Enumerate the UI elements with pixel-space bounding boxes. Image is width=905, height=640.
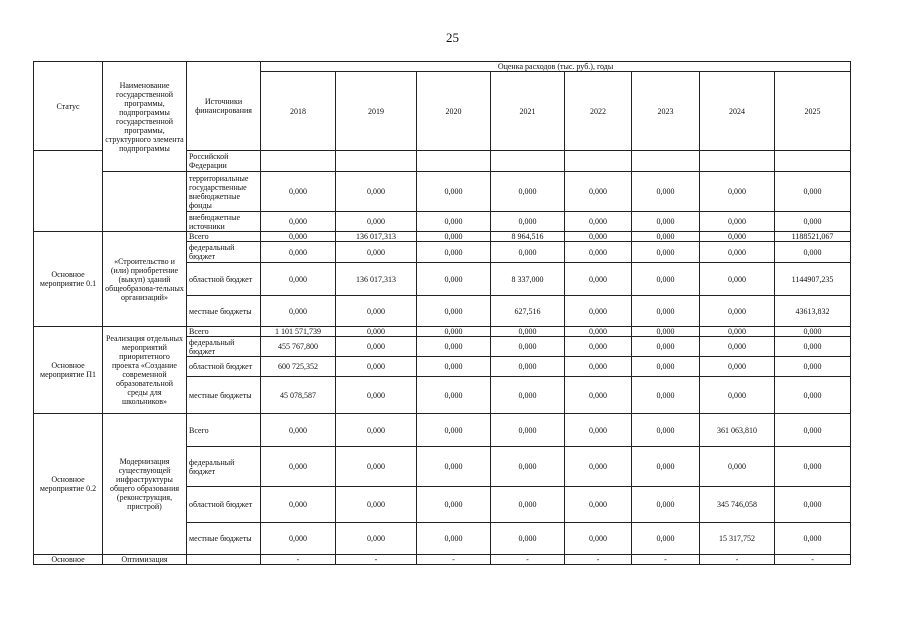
name-cell: «Строительство и (или) приобретение (выкуп) зданий общеобразова-тельных организаций» [103,232,187,327]
source-cell: местные бюджеты [187,523,261,555]
value-cell: 0,000 [491,414,565,447]
value-cell: 0,000 [336,487,417,523]
value-cell: 0,000 [261,263,336,296]
name-cell: Модернизация существующей инфраструктуры общего образования (реконструкция, пристрой) [103,414,187,555]
value-cell: 0,000 [417,296,491,327]
value-cell: 0,000 [565,212,632,232]
value-cell: 0,000 [632,447,700,487]
value-cell: 0,000 [417,327,491,337]
value-cell: 0,000 [336,172,417,212]
value-cell: 0,000 [417,487,491,523]
value-cell: 0,000 [565,263,632,296]
value-cell: 0,000 [632,523,700,555]
value-cell [700,151,775,172]
value-cell: 0,000 [775,357,851,377]
status-cell [34,151,103,232]
source-cell: местные бюджеты [187,296,261,327]
value-cell: 0,000 [491,337,565,357]
source-cell: Всего [187,414,261,447]
value-cell: 0,000 [261,414,336,447]
value-cell: 0,000 [261,296,336,327]
value-cell: 0,000 [565,357,632,377]
value-cell: 600 725,352 [261,357,336,377]
source-cell: Российской Федерации [187,151,261,172]
value-cell [336,151,417,172]
value-cell: 0,000 [417,232,491,242]
value-cell: - [261,555,336,565]
value-cell: 0,000 [336,447,417,487]
value-cell: - [491,555,565,565]
year-header: 2021 [491,72,565,151]
value-cell: 0,000 [336,242,417,263]
year-header: 2025 [775,72,851,151]
header-expenses: Оценка расходов (тыс. руб.), годы [261,62,851,72]
value-cell: 0,000 [491,242,565,263]
year-header: 2018 [261,72,336,151]
value-cell: 0,000 [336,337,417,357]
value-cell: 0,000 [417,337,491,357]
name-cell: Реализация отдельных мероприятий приоритетного проекта «Создание современной образовательной среды для школьников» [103,327,187,414]
value-cell: 0,000 [491,487,565,523]
value-cell: - [632,555,700,565]
value-cell: 0,000 [775,414,851,447]
value-cell: 0,000 [700,296,775,327]
value-cell: 0,000 [775,172,851,212]
value-cell: 43613,832 [775,296,851,327]
value-cell: - [417,555,491,565]
value-cell: 0,000 [565,327,632,337]
value-cell: 0,000 [632,232,700,242]
value-cell: 0,000 [417,263,491,296]
value-cell: 0,000 [491,357,565,377]
value-cell [775,151,851,172]
value-cell: 0,000 [775,242,851,263]
value-cell: 0,000 [632,487,700,523]
value-cell: 0,000 [336,212,417,232]
value-cell: 0,000 [261,487,336,523]
value-cell: 136 017,313 [336,232,417,242]
value-cell: 8 964,516 [491,232,565,242]
value-cell: 0,000 [632,414,700,447]
value-cell: 8 337,000 [491,263,565,296]
value-cell: 0,000 [565,447,632,487]
value-cell: 0,000 [700,337,775,357]
value-cell: 345 746,058 [700,487,775,523]
value-cell: 0,000 [261,242,336,263]
value-cell: 0,000 [700,447,775,487]
value-cell: 0,000 [775,327,851,337]
value-cell: 0,000 [261,172,336,212]
value-cell: 0,000 [700,357,775,377]
value-cell: 0,000 [632,212,700,232]
value-cell: 0,000 [632,172,700,212]
value-cell: 0,000 [417,172,491,212]
value-cell: 0,000 [417,414,491,447]
source-cell [187,555,261,565]
value-cell: 0,000 [565,242,632,263]
value-cell: 0,000 [700,232,775,242]
value-cell: 0,000 [491,447,565,487]
value-cell: 0,000 [336,523,417,555]
value-cell: 0,000 [632,357,700,377]
year-header: 2019 [336,72,417,151]
value-cell: 0,000 [700,212,775,232]
value-cell: 0,000 [700,242,775,263]
value-cell: 0,000 [261,523,336,555]
value-cell: 0,000 [491,377,565,414]
value-cell: - [565,555,632,565]
value-cell: 15 317,752 [700,523,775,555]
value-cell: 0,000 [336,414,417,447]
value-cell: 0,000 [417,212,491,232]
value-cell: 0,000 [336,357,417,377]
source-cell: федеральный бюджет [187,447,261,487]
value-cell: 0,000 [775,212,851,232]
value-cell: 0,000 [565,232,632,242]
source-cell: областной бюджет [187,487,261,523]
source-cell: областной бюджет [187,357,261,377]
source-cell: федеральный бюджет [187,242,261,263]
value-cell: 455 767,800 [261,337,336,357]
value-cell: 0,000 [632,377,700,414]
value-cell: 0,000 [417,447,491,487]
year-header: 2020 [417,72,491,151]
value-cell: 0,000 [775,337,851,357]
source-cell: Всего [187,327,261,337]
value-cell: 0,000 [700,377,775,414]
value-cell: 0,000 [336,377,417,414]
status-cell: Основное [34,555,103,565]
year-header: 2023 [632,72,700,151]
year-header: 2022 [565,72,632,151]
status-cell: Основное мероприятие 0.1 [34,232,103,327]
value-cell: 0,000 [565,337,632,357]
value-cell: 0,000 [565,172,632,212]
value-cell: 0,000 [632,263,700,296]
value-cell [491,151,565,172]
source-cell: местные бюджеты [187,377,261,414]
status-cell: Основное мероприятие 0.2 [34,414,103,555]
value-cell: 0,000 [632,337,700,357]
value-cell: 0,000 [261,232,336,242]
value-cell: 136 017,313 [336,263,417,296]
value-cell: 0,000 [417,242,491,263]
value-cell: 0,000 [700,327,775,337]
value-cell [632,151,700,172]
name-cell: Оптимизация [103,555,187,565]
value-cell: 1 101 571,739 [261,327,336,337]
value-cell: 627,516 [491,296,565,327]
value-cell: 0,000 [565,296,632,327]
value-cell: 0,000 [417,377,491,414]
name-cell [103,172,187,232]
value-cell: 0,000 [565,523,632,555]
value-cell: 0,000 [565,377,632,414]
value-cell: 0,000 [417,357,491,377]
value-cell: 0,000 [565,487,632,523]
value-cell: 0,000 [775,447,851,487]
value-cell: - [775,555,851,565]
value-cell: 45 078,587 [261,377,336,414]
value-cell [417,151,491,172]
value-cell: 0,000 [632,242,700,263]
value-cell: 0,000 [700,263,775,296]
source-cell: областной бюджет [187,263,261,296]
value-cell [565,151,632,172]
year-header: 2024 [700,72,775,151]
value-cell: 1188521,067 [775,232,851,242]
value-cell: 0,000 [632,296,700,327]
value-cell: 0,000 [775,377,851,414]
value-cell: 361 063,810 [700,414,775,447]
value-cell: 0,000 [336,296,417,327]
value-cell: 1144907,235 [775,263,851,296]
value-cell: 0,000 [491,523,565,555]
value-cell: 0,000 [491,212,565,232]
page-number: 25 [446,30,459,45]
value-cell [261,151,336,172]
value-cell: 0,000 [336,327,417,337]
source-cell: федеральный бюджет [187,337,261,357]
value-cell: 0,000 [565,414,632,447]
value-cell: 0,000 [491,327,565,337]
value-cell: 0,000 [775,487,851,523]
header-name: Наименование государственной программы, подпрограммы государственной программы, структурного элемента подпрограммы [103,62,187,172]
source-cell: внебюджетные источники [187,212,261,232]
value-cell: 0,000 [417,523,491,555]
value-cell: 0,000 [775,523,851,555]
source-cell: Всего [187,232,261,242]
header-sources: Источники финансирования [187,62,261,151]
value-cell: 0,000 [261,447,336,487]
value-cell: - [336,555,417,565]
status-cell: Основное мероприятие П1 [34,327,103,414]
value-cell: 0,000 [491,172,565,212]
budget-table [33,61,851,565]
value-cell: 0,000 [261,212,336,232]
header-status: Статус [34,62,103,151]
value-cell: 0,000 [632,327,700,337]
source-cell: территориальные государственные внебюджетные фонды [187,172,261,212]
value-cell: - [700,555,775,565]
value-cell: 0,000 [700,172,775,212]
